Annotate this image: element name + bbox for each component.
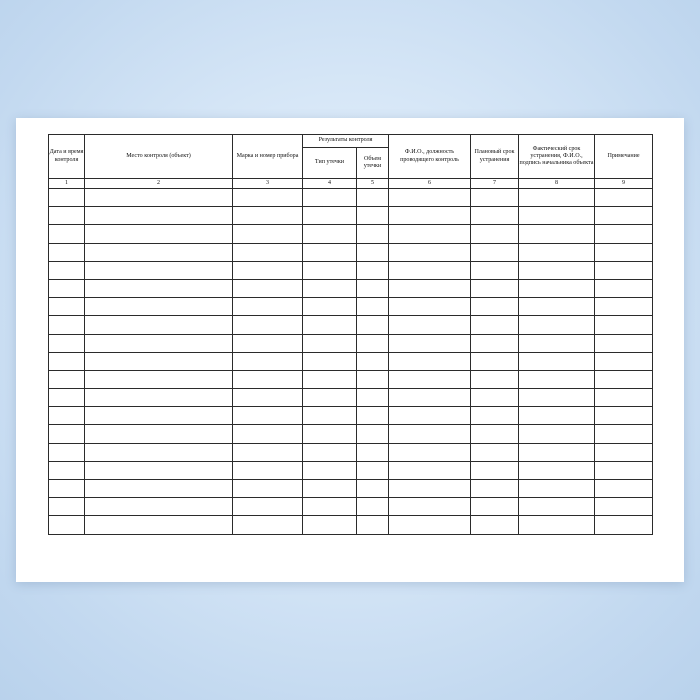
table-cell[interactable] [357, 389, 389, 407]
table-cell[interactable] [49, 425, 85, 443]
table-cell[interactable] [389, 225, 471, 243]
table-cell[interactable] [389, 425, 471, 443]
table-cell[interactable] [303, 461, 357, 479]
table-cell[interactable] [233, 480, 303, 498]
table-cell[interactable] [85, 243, 233, 261]
table-cell[interactable] [303, 279, 357, 297]
table-cell[interactable] [49, 207, 85, 225]
table-row[interactable] [49, 461, 653, 479]
table-cell[interactable] [357, 480, 389, 498]
table-cell[interactable] [233, 443, 303, 461]
table-cell[interactable] [85, 225, 233, 243]
table-cell[interactable] [471, 516, 519, 534]
table-cell[interactable] [471, 243, 519, 261]
table-cell[interactable] [471, 189, 519, 207]
table-cell[interactable] [519, 352, 595, 370]
table-cell[interactable] [471, 316, 519, 334]
table-cell[interactable] [471, 443, 519, 461]
table-cell[interactable] [519, 498, 595, 516]
table-cell[interactable] [85, 407, 233, 425]
table-row[interactable] [49, 225, 653, 243]
table-row[interactable] [49, 334, 653, 352]
table-cell[interactable] [595, 189, 653, 207]
table-cell[interactable] [233, 316, 303, 334]
table-cell[interactable] [519, 389, 595, 407]
table-cell[interactable] [595, 279, 653, 297]
table-cell[interactable] [519, 425, 595, 443]
table-cell[interactable] [519, 298, 595, 316]
table-cell[interactable] [303, 225, 357, 243]
table-cell[interactable] [49, 225, 85, 243]
table-cell[interactable] [49, 461, 85, 479]
header-row-main [49, 135, 653, 148]
colnum-2: 2 [85, 179, 233, 189]
table-cell[interactable] [233, 516, 303, 534]
colnum-6: 6 [389, 179, 471, 189]
table-cell[interactable] [303, 389, 357, 407]
table-cell[interactable] [303, 189, 357, 207]
table-cell[interactable] [519, 316, 595, 334]
table-cell[interactable] [389, 389, 471, 407]
table-cell[interactable] [49, 261, 85, 279]
colnum-9: 9 [595, 179, 653, 189]
table-cell[interactable] [389, 498, 471, 516]
table-cell[interactable] [471, 207, 519, 225]
table-cell[interactable] [85, 207, 233, 225]
table-cell[interactable] [357, 461, 389, 479]
table-cell[interactable] [595, 298, 653, 316]
table-cell[interactable] [85, 425, 233, 443]
header-planned-fix-date: Плановый срок устранения [471, 135, 519, 179]
table-cell[interactable] [233, 207, 303, 225]
table-cell[interactable] [595, 370, 653, 388]
header-control-results-group: Результаты контроля [303, 135, 389, 148]
table-cell[interactable] [389, 480, 471, 498]
table-cell[interactable] [233, 425, 303, 443]
table-cell[interactable] [595, 261, 653, 279]
table-cell[interactable] [85, 189, 233, 207]
table-cell[interactable] [85, 389, 233, 407]
table-cell[interactable] [471, 352, 519, 370]
table-row[interactable] [49, 352, 653, 370]
header-leak-type: Тип утечки [303, 148, 357, 179]
table-cell[interactable] [85, 516, 233, 534]
table-cell[interactable] [303, 425, 357, 443]
table-cell[interactable] [389, 516, 471, 534]
table-cell[interactable] [233, 352, 303, 370]
table-cell[interactable] [85, 461, 233, 479]
table-cell[interactable] [303, 261, 357, 279]
table-cell[interactable] [49, 480, 85, 498]
table-cell[interactable] [49, 279, 85, 297]
header-control-place: Место контроля (объект) [85, 135, 233, 179]
colnum-8: 8 [519, 179, 595, 189]
header-inspector-name-position: Ф.И.О., должность проводящего контроль [389, 135, 471, 179]
table-cell[interactable] [519, 516, 595, 534]
table-cell[interactable] [303, 407, 357, 425]
table-cell[interactable] [595, 207, 653, 225]
table-cell[interactable] [303, 480, 357, 498]
table-cell[interactable] [49, 516, 85, 534]
table-row[interactable] [49, 480, 653, 498]
table-cell[interactable] [303, 370, 357, 388]
table-cell[interactable] [519, 370, 595, 388]
table-row[interactable] [49, 207, 653, 225]
table-cell[interactable] [389, 461, 471, 479]
table-cell[interactable] [389, 407, 471, 425]
table-header [49, 135, 653, 189]
table-cell[interactable] [471, 261, 519, 279]
header-notes: Примечание [595, 135, 653, 179]
table-cell[interactable] [595, 498, 653, 516]
table-cell[interactable] [85, 316, 233, 334]
table-cell[interactable] [595, 425, 653, 443]
table-cell[interactable] [233, 389, 303, 407]
table-cell[interactable] [357, 407, 389, 425]
table-cell[interactable] [85, 480, 233, 498]
table-cell[interactable] [303, 334, 357, 352]
table-cell[interactable] [471, 298, 519, 316]
table-cell[interactable] [303, 516, 357, 534]
table-cell[interactable] [389, 279, 471, 297]
table-cell[interactable] [595, 334, 653, 352]
table-cell[interactable] [595, 407, 653, 425]
table-cell[interactable] [471, 498, 519, 516]
table-cell[interactable] [49, 498, 85, 516]
table-cell[interactable] [85, 370, 233, 388]
table-cell[interactable] [389, 316, 471, 334]
table-cell[interactable] [357, 425, 389, 443]
table-cell[interactable] [389, 334, 471, 352]
table-cell[interactable] [471, 407, 519, 425]
table-cell[interactable] [303, 298, 357, 316]
table-cell[interactable] [357, 261, 389, 279]
table-row[interactable] [49, 370, 653, 388]
table-cell[interactable] [233, 334, 303, 352]
table-cell[interactable] [303, 243, 357, 261]
table-cell[interactable] [595, 389, 653, 407]
table-cell[interactable] [389, 261, 471, 279]
table-cell[interactable] [303, 498, 357, 516]
table-cell[interactable] [519, 480, 595, 498]
paper-sheet [16, 118, 684, 582]
table-row[interactable] [49, 279, 653, 297]
table-cell[interactable] [595, 461, 653, 479]
table-cell[interactable] [519, 225, 595, 243]
table-cell[interactable] [389, 443, 471, 461]
table-body [49, 189, 653, 535]
table-cell[interactable] [85, 261, 233, 279]
column-number-row [49, 179, 653, 189]
table-row[interactable] [49, 298, 653, 316]
table-cell[interactable] [595, 480, 653, 498]
header-leak-volume: Объем утечки [357, 148, 389, 179]
table-cell[interactable] [49, 370, 85, 388]
table-row[interactable] [49, 189, 653, 207]
table-cell[interactable] [519, 261, 595, 279]
table-cell[interactable] [519, 243, 595, 261]
table-cell[interactable] [595, 225, 653, 243]
header-actual-fix-signature: Фактический срок устранения, Ф.И.О., подпись начальника объекта [519, 135, 595, 179]
table-cell[interactable] [49, 389, 85, 407]
table-cell[interactable] [519, 207, 595, 225]
table-row[interactable] [49, 407, 653, 425]
table-cell[interactable] [85, 443, 233, 461]
table-cell[interactable] [233, 189, 303, 207]
table-cell[interactable] [595, 443, 653, 461]
table-cell[interactable] [357, 498, 389, 516]
table-cell[interactable] [389, 298, 471, 316]
table-cell[interactable] [357, 279, 389, 297]
colnum-5: 5 [357, 179, 389, 189]
table-cell[interactable] [49, 243, 85, 261]
table-cell[interactable] [233, 298, 303, 316]
table-row[interactable] [49, 243, 653, 261]
table-cell[interactable] [357, 243, 389, 261]
table-cell[interactable] [519, 189, 595, 207]
table-cell[interactable] [85, 298, 233, 316]
table-cell[interactable] [49, 189, 85, 207]
table-cell[interactable] [519, 461, 595, 479]
header-date-time: Дата и время контроля [49, 135, 85, 179]
table-cell[interactable] [233, 279, 303, 297]
table-cell[interactable] [471, 461, 519, 479]
header-device-brand-number: Марка и номер прибора [233, 135, 303, 179]
table-row[interactable] [49, 425, 653, 443]
table-cell[interactable] [357, 352, 389, 370]
table-cell[interactable] [389, 243, 471, 261]
table-row[interactable] [49, 316, 653, 334]
table-cell[interactable] [49, 407, 85, 425]
table-cell[interactable] [519, 407, 595, 425]
table-cell[interactable] [85, 279, 233, 297]
table-cell[interactable] [595, 316, 653, 334]
colnum-3: 3 [233, 179, 303, 189]
table-cell[interactable] [233, 243, 303, 261]
table-cell[interactable] [233, 261, 303, 279]
table-cell[interactable] [471, 389, 519, 407]
table-cell[interactable] [49, 298, 85, 316]
table-cell[interactable] [85, 498, 233, 516]
colnum-1: 1 [49, 179, 85, 189]
table-cell[interactable] [303, 316, 357, 334]
journal-table [48, 134, 653, 535]
table-cell[interactable] [389, 189, 471, 207]
table-cell[interactable] [303, 207, 357, 225]
table-cell[interactable] [357, 334, 389, 352]
table-cell[interactable] [357, 225, 389, 243]
table-cell[interactable] [49, 316, 85, 334]
table-cell[interactable] [357, 298, 389, 316]
table-cell[interactable] [233, 225, 303, 243]
table-cell[interactable] [85, 352, 233, 370]
table-cell[interactable] [303, 443, 357, 461]
table-cell[interactable] [357, 443, 389, 461]
table-cell[interactable] [471, 480, 519, 498]
table-cell[interactable] [389, 352, 471, 370]
table-cell[interactable] [471, 334, 519, 352]
table-row[interactable] [49, 516, 653, 534]
table-cell[interactable] [471, 425, 519, 443]
table-row[interactable] [49, 498, 653, 516]
table-row[interactable] [49, 389, 653, 407]
table-cell[interactable] [357, 316, 389, 334]
table-cell[interactable] [49, 352, 85, 370]
table-cell[interactable] [595, 352, 653, 370]
table-cell[interactable] [471, 370, 519, 388]
table-cell[interactable] [233, 461, 303, 479]
table-cell[interactable] [595, 243, 653, 261]
table-cell[interactable] [357, 516, 389, 534]
table-cell[interactable] [233, 498, 303, 516]
table-cell[interactable] [357, 189, 389, 207]
table-cell[interactable] [389, 207, 471, 225]
table-cell[interactable] [471, 225, 519, 243]
table-cell[interactable] [303, 352, 357, 370]
table-cell[interactable] [357, 370, 389, 388]
table-cell[interactable] [233, 407, 303, 425]
table-row[interactable] [49, 443, 653, 461]
table-cell[interactable] [357, 207, 389, 225]
table-cell[interactable] [85, 334, 233, 352]
colnum-7: 7 [471, 179, 519, 189]
table-row[interactable] [49, 261, 653, 279]
table-cell[interactable] [519, 443, 595, 461]
colnum-4: 4 [303, 179, 357, 189]
table-cell[interactable] [519, 334, 595, 352]
table-cell[interactable] [233, 370, 303, 388]
table-cell[interactable] [49, 334, 85, 352]
table-cell[interactable] [49, 443, 85, 461]
table-cell[interactable] [389, 370, 471, 388]
table-cell[interactable] [595, 516, 653, 534]
table-cell[interactable] [471, 279, 519, 297]
journal-table-container [48, 134, 652, 535]
table-cell[interactable] [519, 279, 595, 297]
